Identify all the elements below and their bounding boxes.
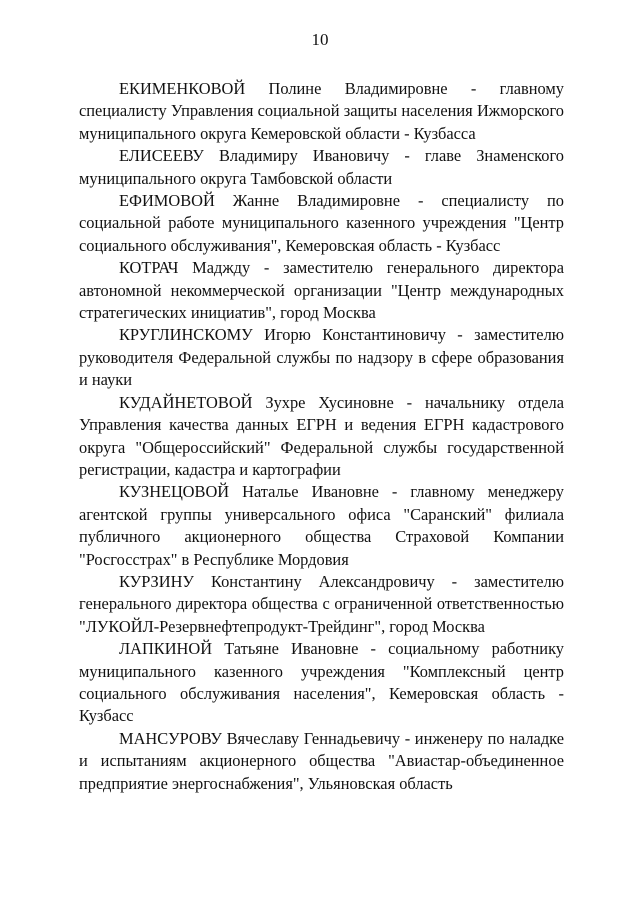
list-entry: КУЗНЕЦОВОЙ Наталье Ивановне - главному менеджеру агентской группы универсального офиса "Саранский" филиала публичного акционерного общества Страховой Компании "Росгосстрах" в Республике Мордовия	[79, 482, 564, 569]
list-entry: ЕКИМЕНКОВОЙ Полине Владимировне - главному специалисту Управления социальной защиты населения Ижморского муниципального округа Кемеровской области - Кузбасса	[79, 79, 564, 143]
list-entry: КРУГЛИНСКОМУ Игорю Константиновичу - заместителю руководителя Федеральной службы по надзору в сфере образования и науки	[79, 325, 564, 390]
list-entry: КУДАЙНЕТОВОЙ Зухре Хусиновне - начальнику отдела Управления качества данных ЕГРН и ведения ЕГРН кадастрового округа "Общероссийский" Федеральной службы государственной регистрации, кадастра и картографии	[79, 392, 564, 479]
list-entry: КОТРАЧ Маджду - заместителю генерального директора автономной некоммерческой организации "Центр международных стратегических инициатив", город Москва	[79, 258, 564, 323]
list-entry: КУРЗИНУ Константину Александровичу - заместителю генерального директора общества с ограниченной ответственностью "ЛУКОЙЛ-Резервнефтепродукт-Трейдинг", город Москва	[79, 571, 564, 636]
list-entry: ЛАПКИНОЙ Татьяне Ивановне - социальному работнику муниципального казенного учреждения "Комплексный центр социального обслуживания населения", Кемеровская область - Кузбасс	[79, 639, 564, 726]
list-entry: МАНСУРОВУ Вячеславу Геннадьевичу - инженеру по наладке и испытаниям акционерного общества "Авиастар-объединенное предприятие энергоснабжения", Ульяновская область	[79, 728, 564, 793]
page-number: 10	[311, 30, 329, 49]
list-entry: ЕЛИСЕЕВУ Владимиру Ивановичу - главе Знаменского муниципального округа Тамбовской области	[79, 146, 564, 188]
list-entry: ЕФИМОВОЙ Жанне Владимировне - специалисту по социальной работе муниципального казенного учреждения "Центр социального обслуживания", Кемеровская область - Кузбасс	[79, 191, 564, 255]
award-list	[79, 78, 564, 795]
